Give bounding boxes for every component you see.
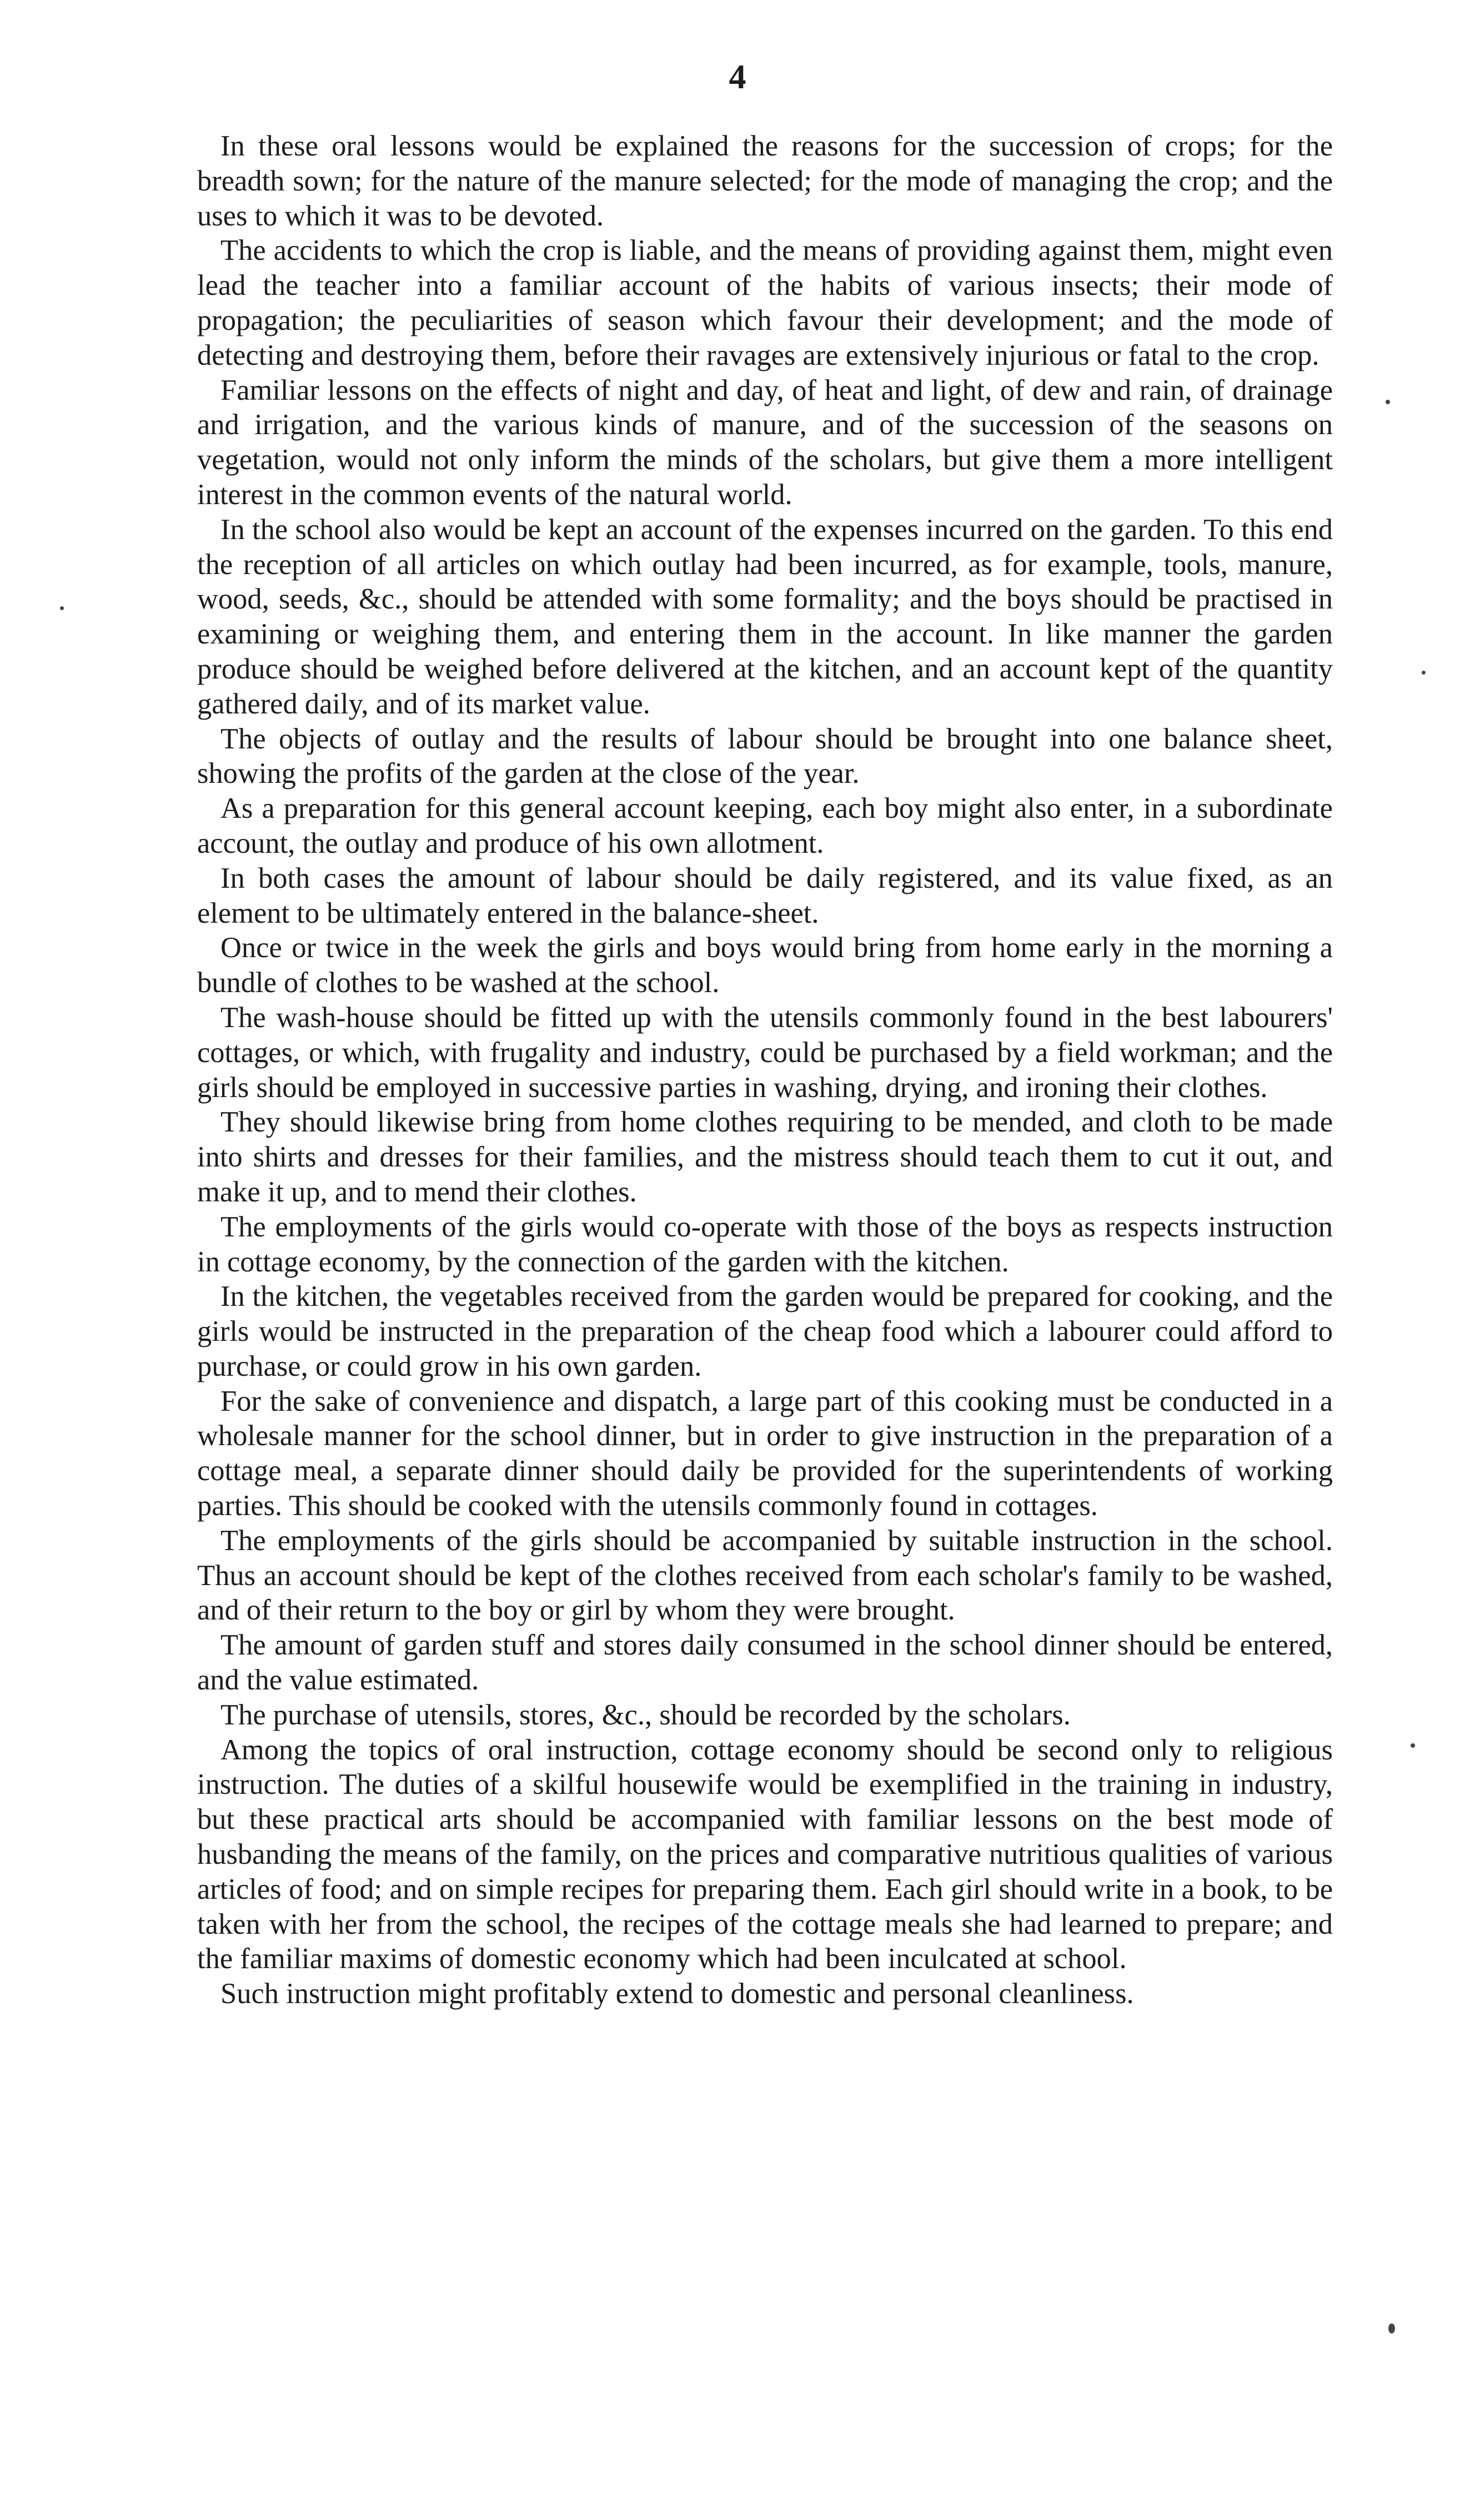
paragraph-girls-employments: The employments of the girls would co-operate with those of the boys as respects instruction in cottage economy, by the connection of the garden with the kitchen. <box>197 1210 1333 1278</box>
scan-speck <box>1411 1743 1415 1748</box>
scan-speck <box>1422 671 1426 675</box>
paragraph-garden-stuff: The amount of garden stuff and stores daily consumed in the school dinner should be entered, and the value estimated. <box>197 1629 1333 1697</box>
page-body-text <box>197 129 1333 2011</box>
paragraph-crop-accidents: The accidents to which the crop is liable, and the means of providing against them, might even lead the teacher into a familiar account of the habits of various insects; their mode of propagation; the peculiarities of season which favour their development; and the mode of detecting and destroying them, before their ravages are extensively injurious or fatal to the crop. <box>197 234 1333 371</box>
page-number: 4 <box>729 58 746 96</box>
paragraph-purchase-utensils: The purchase of utensils, stores, &c., should be recorded by the scholars. <box>220 1698 1071 1731</box>
paragraph-familiar-lessons: Familiar lessons on the effects of night and day, of heat and light, of dew and rain, of drainage and irrigation, and the various kinds of manure, and of the succession of the seasons on vegetation, would not only inform the minds of the scholars, but give them a more intelligent interest in the common events of the natural world. <box>197 374 1333 511</box>
paragraph-account-keeping: As a preparation for this general account keeping, each boy might also enter, in a subordinate account, the outlay and produce of his own allotment. <box>197 792 1333 859</box>
paragraph-cleanliness: Such instruction might profitably extend to domestic and personal cleanliness. <box>220 1978 1134 2010</box>
paragraph-labour-registered: In both cases the amount of labour should be daily registered, and its value fixed, as an element to be ultimately entered in the balance-sheet. <box>197 862 1333 929</box>
paragraph-cooking: For the sake of convenience and dispatch, a large part of this cooking must be conducted in a wholesale manner for the school dinner, but in order to give instruction in the preparation of a cottage meal, a separate dinner should daily be provided for the superintendents of working parties. This should be cooked with the utensils commonly found in cottages. <box>197 1385 1333 1522</box>
paragraph-suitable-instruction: The employments of the girls should be accompanied by suitable instruction in the school. Thus an account should be kept of the clothes received from each scholar's family to be washed, and of their return to the boy or girl by whom they were brought. <box>197 1524 1333 1627</box>
paragraph-garden-expenses: In the school also would be kept an account of the expenses incurred on the garden. To this end the reception of all articles on which outlay had been incurred, as for example, tools, manure, wood, seeds, &c., should be attended with some formality; and the boys should be practised in examining or weighing them, and entering them in the account. In like manner the garden produce should be weighed before delivered at the kitchen, and an account kept of the quantity gathered daily, and of its market value. <box>197 513 1333 720</box>
scan-speck <box>1386 400 1390 404</box>
paragraph-cottage-economy: Among the topics of oral instruction, cottage economy should be second only to religious instruction. The duties of a skilful housewife would be exemplified in the training in industry, but these practical arts should be accompanied with familiar lessons on the best mode of husbanding the means of the family, on the prices and comparative nutritious qualities of various articles of food; and on simple recipes for preparing them. Each girl should write in a book, to be taken with her from the school, the recipes of the cottage meals she had learned to prepare; and the familiar maxims of domestic economy which had been inculcated at school. <box>197 1733 1333 1975</box>
paragraph-wash-house: The wash-house should be fitted up with the utensils commonly found in the best labourers' cottages, or which, with frugality and industry, could be purchased by a field workman; and the girls should be employed in successive parties in washing, drying, and ironing their clothes. <box>197 1001 1333 1104</box>
paragraph-oral-lessons: In these oral lessons would be explained the reasons for the succession of crops; for the breadth sown; for the nature of the manure selected; for the mode of managing the crop; and the uses to which it was to be devoted. <box>197 130 1333 232</box>
paragraph-balance-sheet: The objects of outlay and the results of labour should be brought into one balance sheet, showing the profits of the garden at the close of the year. <box>197 722 1333 790</box>
paragraph-clothes-washed: Once or twice in the week the girls and boys would bring from home early in the morning a bundle of clothes to be washed at the school. <box>197 932 1333 999</box>
paragraph-mending: They should likewise bring from home clothes requiring to be mended, and cloth to be made into shirts and dresses for their families, and the mistress should teach them to cut it out, and make it up, and to mend their clothes. <box>197 1106 1333 1208</box>
paragraph-kitchen: In the kitchen, the vegetables received from the garden would be prepared for cooking, and the girls would be instructed in the preparation of the cheap food which a labourer could afford to purchase, or could grow in his own garden. <box>197 1280 1333 1382</box>
scan-speck <box>1388 2323 1395 2333</box>
scan-speck <box>60 606 64 610</box>
